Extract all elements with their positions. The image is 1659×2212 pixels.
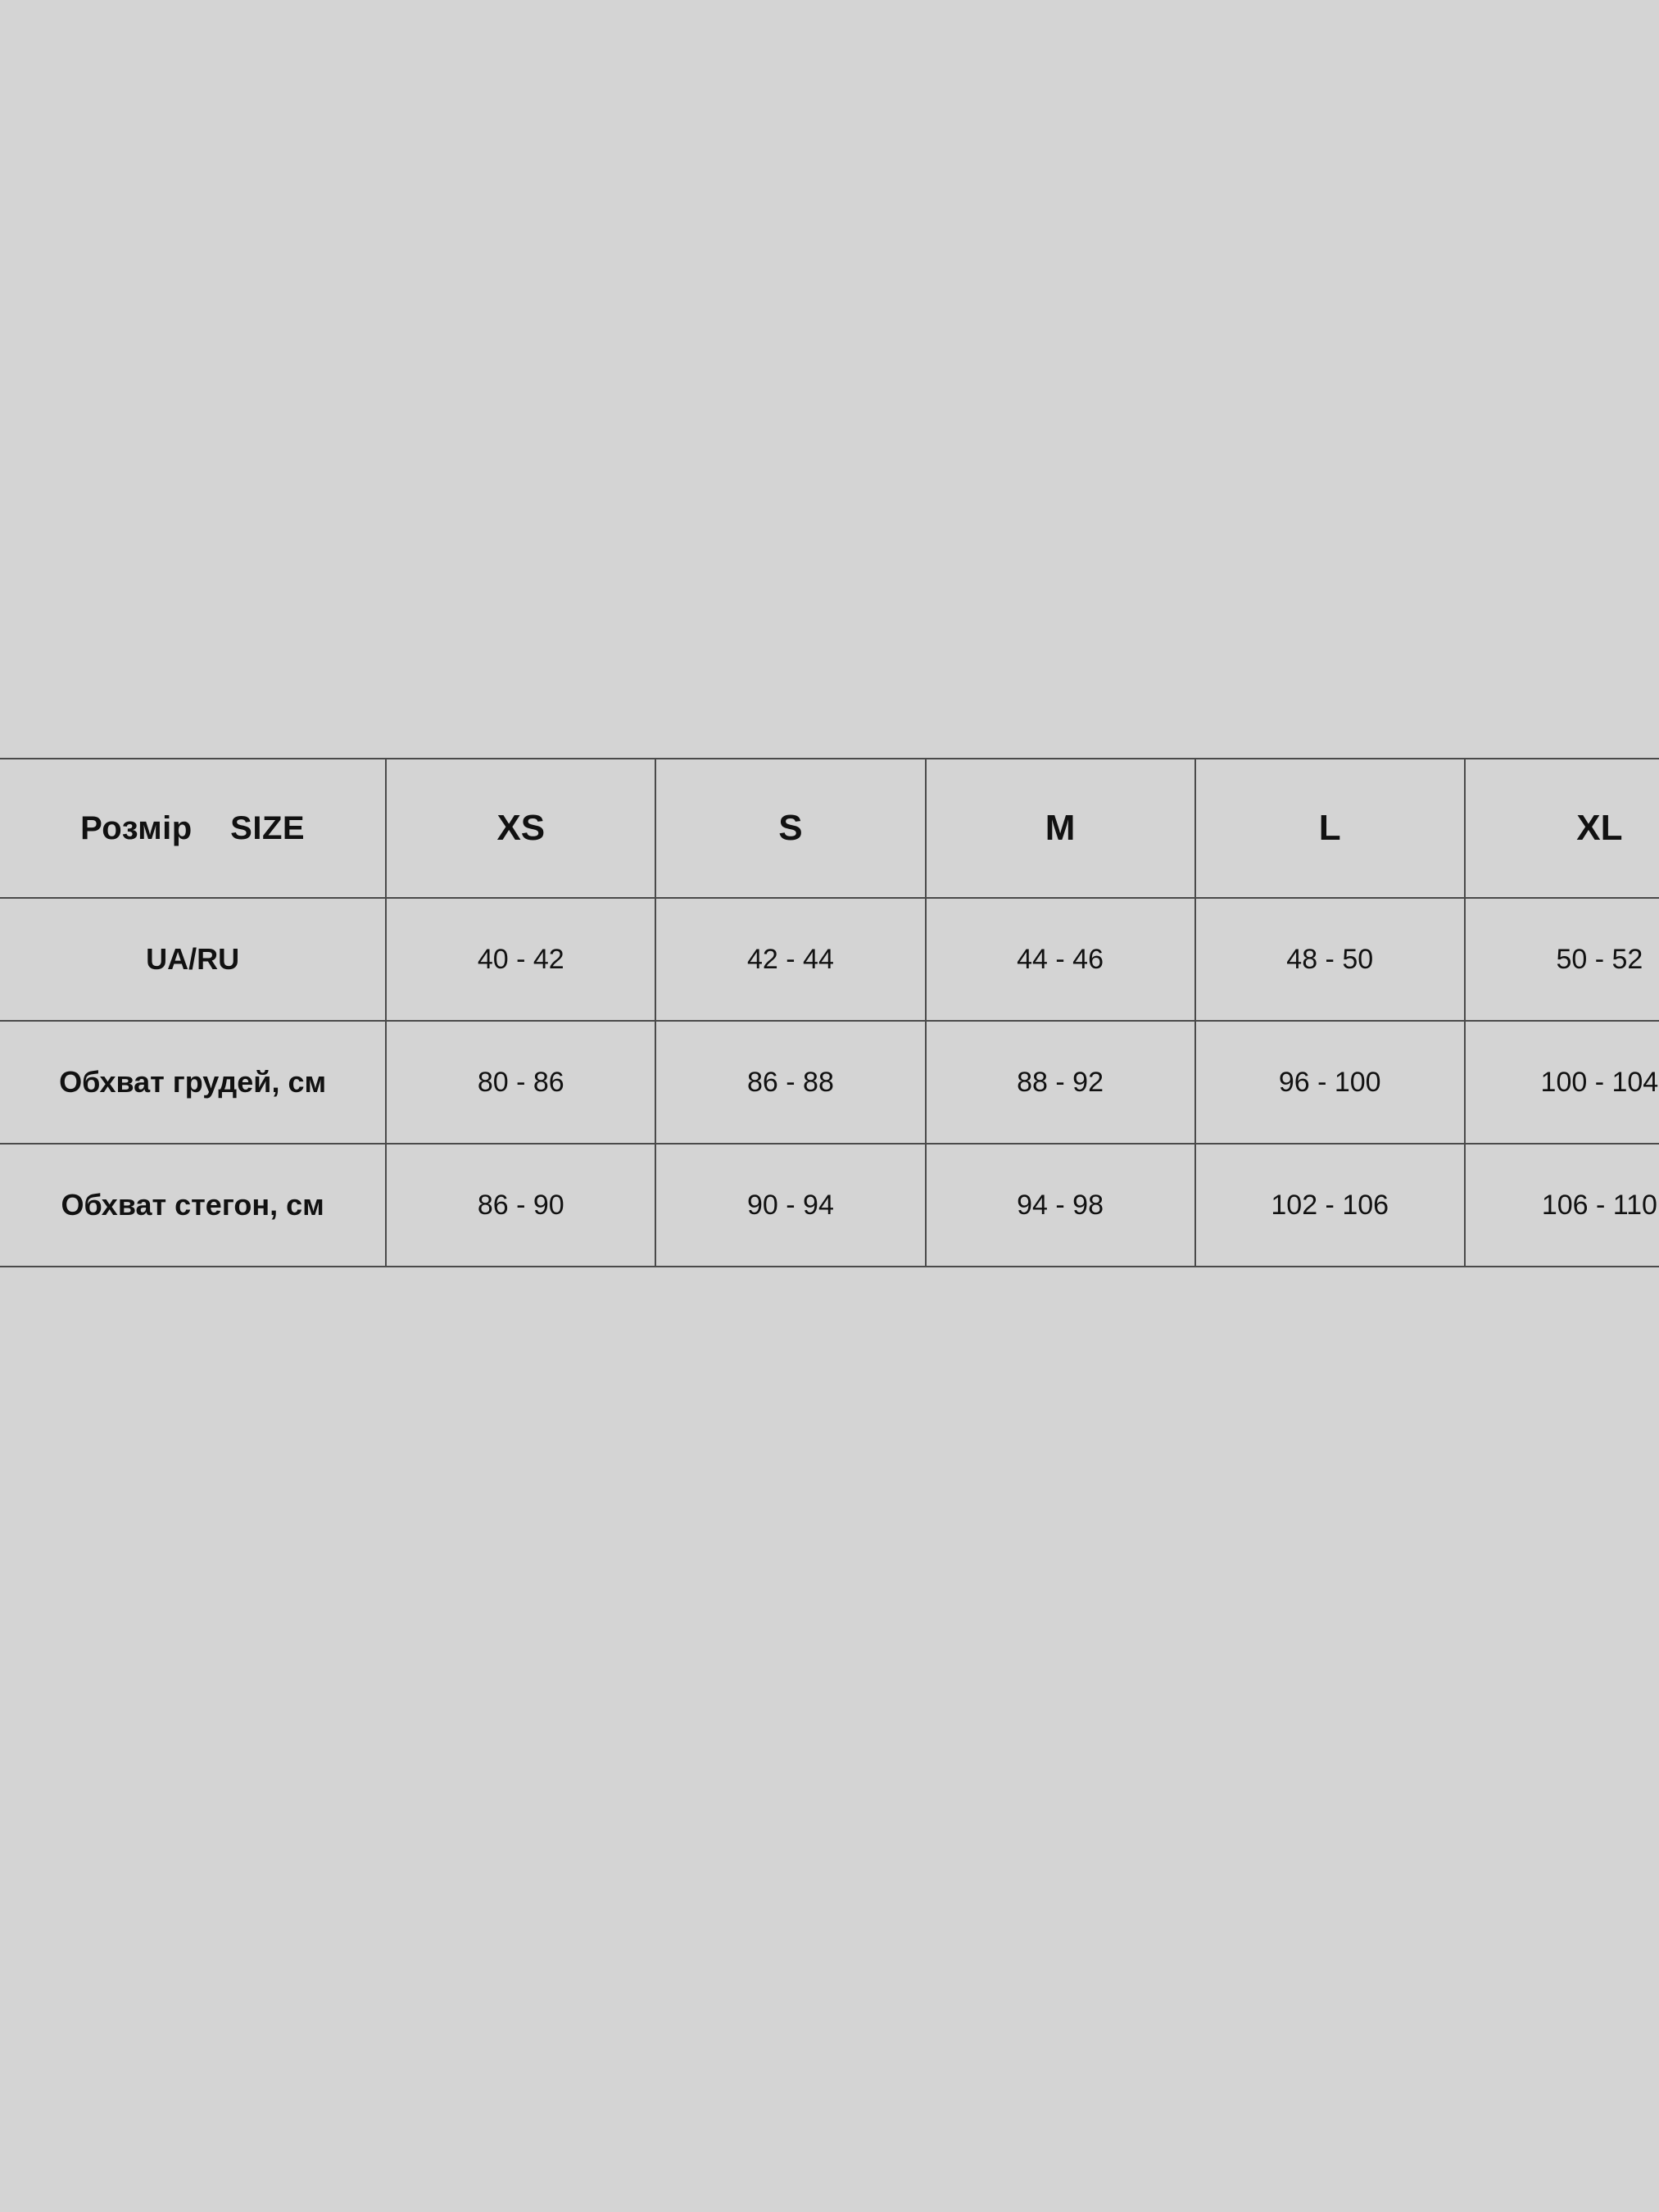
cell-chest-m: 88 - 92 <box>926 1021 1195 1144</box>
cell-chest-xs: 80 - 86 <box>386 1021 655 1144</box>
header-label-text: Розмір SIZE <box>80 809 306 846</box>
table-row <box>0 1144 1659 1267</box>
cell-ua-ru-l: 48 - 50 <box>1195 898 1465 1021</box>
size-chart-container <box>0 758 1659 1267</box>
cell-hips-xs: 86 - 90 <box>386 1144 655 1267</box>
header-cell-size-label <box>0 759 386 898</box>
size-chart-table <box>0 758 1659 1267</box>
row-label-hips: Обхват стегон, см <box>0 1144 386 1267</box>
cell-hips-l: 102 - 106 <box>1195 1144 1465 1267</box>
table-row <box>0 898 1659 1021</box>
header-cell-l: L <box>1195 759 1465 898</box>
row-label-chest: Обхват грудей, см <box>0 1021 386 1144</box>
cell-ua-ru-m: 44 - 46 <box>926 898 1195 1021</box>
table-row <box>0 1021 1659 1144</box>
cell-chest-l: 96 - 100 <box>1195 1021 1465 1144</box>
cell-ua-ru-xs: 40 - 42 <box>386 898 655 1021</box>
cell-hips-xl: 106 - 110 <box>1465 1144 1659 1267</box>
cell-ua-ru-xl: 50 - 52 <box>1465 898 1659 1021</box>
table-header-row <box>0 759 1659 898</box>
header-cell-m: M <box>926 759 1195 898</box>
header-cell-xl: XL <box>1465 759 1659 898</box>
header-cell-xs: XS <box>386 759 655 898</box>
cell-hips-m: 94 - 98 <box>926 1144 1195 1267</box>
header-cell-s: S <box>655 759 925 898</box>
row-label-ua-ru: UA/RU <box>0 898 386 1021</box>
cell-ua-ru-s: 42 - 44 <box>655 898 925 1021</box>
cell-chest-s: 86 - 88 <box>655 1021 925 1144</box>
cell-chest-xl: 100 - 104 <box>1465 1021 1659 1144</box>
cell-hips-s: 90 - 94 <box>655 1144 925 1267</box>
